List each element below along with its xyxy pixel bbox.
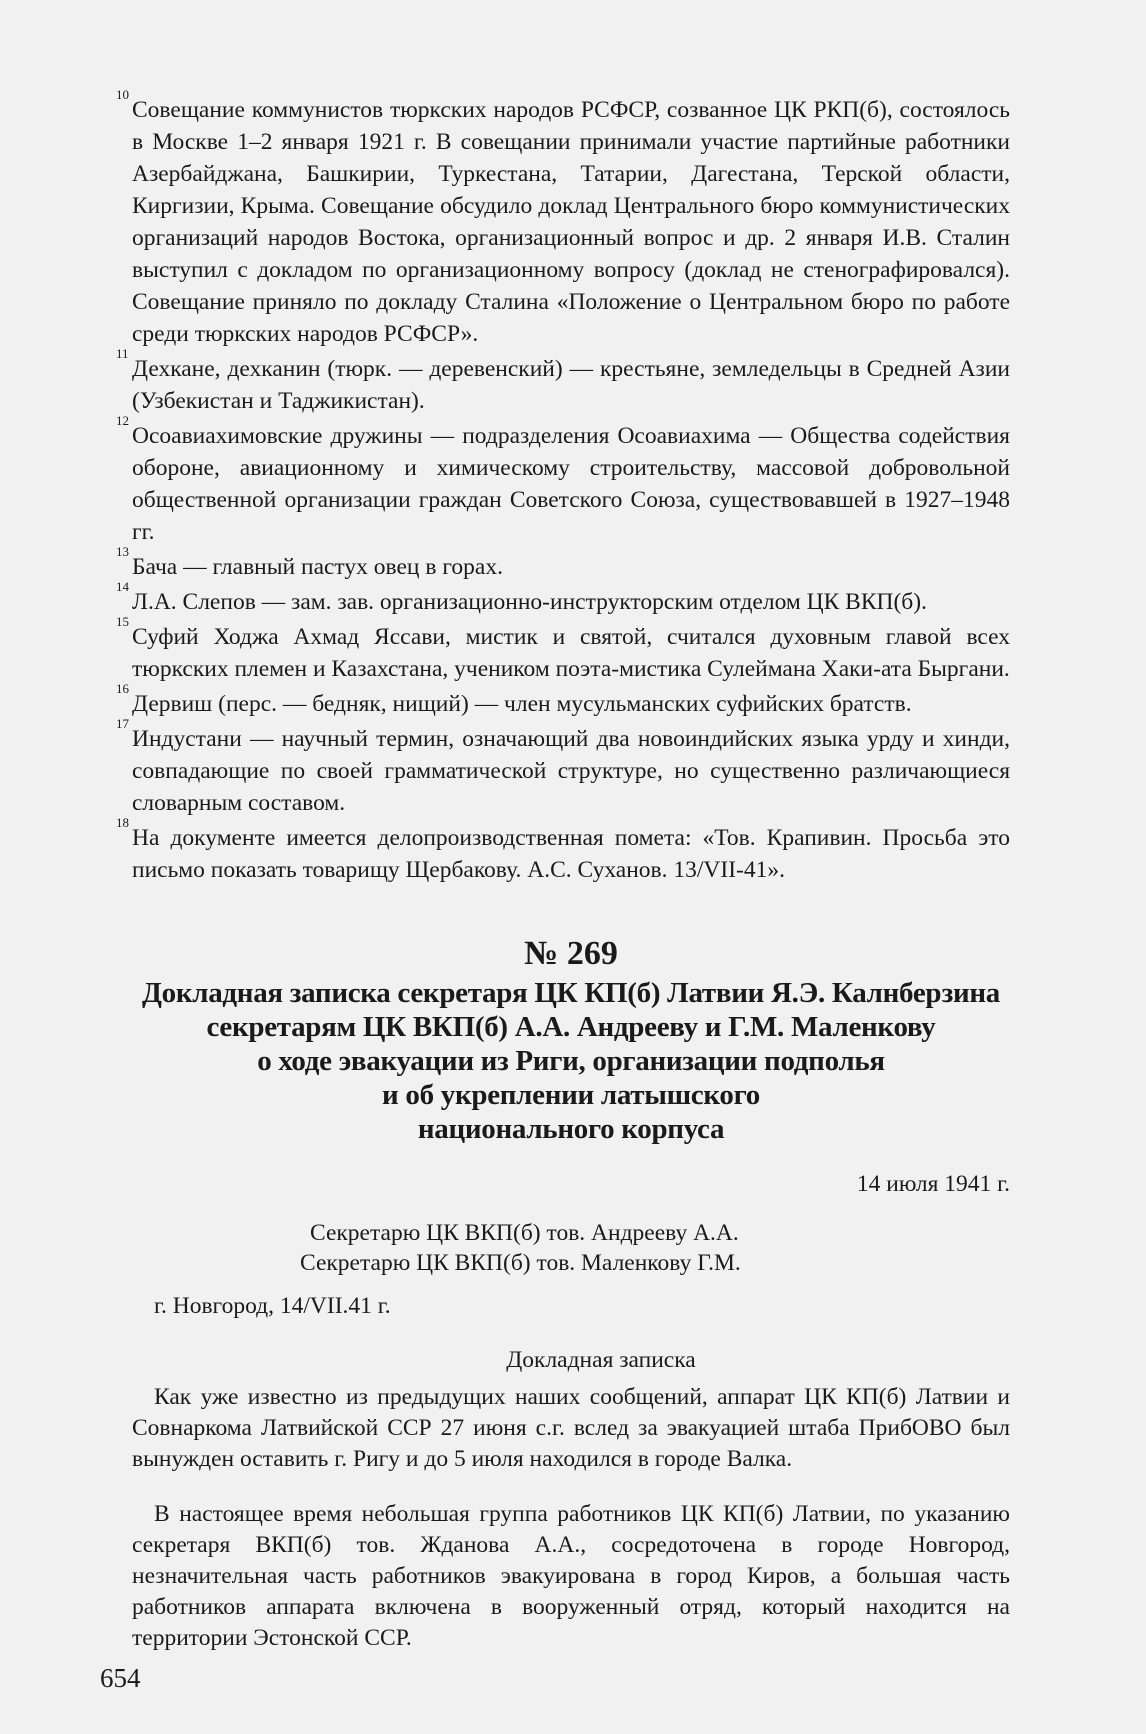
footnote-number: 16 (116, 681, 129, 696)
footnote-text: Осоавиахимовские дружины — подразделения Осоавиахима — Общества содействия обороне, авиационному и химическому строительству, массовой добровольной общественной организации граждан Советского Союза, существовавшей в 1927–1948 гг. (132, 423, 1010, 545)
footnote-text: Суфий Ходжа Ахмад Яссави, мистик и святой, считался духовным главой всех тюркских племен и Казахстана, учеником поэта-мистика Сулеймана Хаки-ата Быргани. (132, 624, 1010, 682)
footnote (116, 716, 1010, 819)
addressee: Секретарю ЦК ВКП(б) тов. Маленкову Г.М. (300, 1250, 741, 1276)
document-title-line: Докладная записка секретаря ЦК КП(б) Латвии Я.Э. Калнберзина (141, 977, 1000, 1009)
footnote (116, 579, 1010, 618)
document-title (132, 976, 1010, 1146)
document-title-line: и об укреплении латышского (382, 1079, 760, 1111)
document-date: 14 июля 1941 г. (856, 1171, 1010, 1197)
document-number: № 269 (524, 935, 618, 972)
place-date: г. Новгород, 14/VII.41 г. (154, 1293, 391, 1319)
footnote-number: 18 (116, 815, 129, 830)
footnote-text: Дервиш (перс. — бедняк, нищий) — член мусульманских суфийских братств. (132, 691, 912, 717)
body-paragraph: Как уже известно из предыдущих наших сообщений, аппарат ЦК КП(б) Латвии и Совнаркома Латвийской ССР 27 июня с.г. вслед за эвакуацией штаба ПрибОВО был вынужден оставить г. Ригу и до 5 июля находился в городе Валка. (132, 1384, 1010, 1472)
document-title-line: о ходе эвакуации из Риги, организации подполья (257, 1045, 885, 1077)
footnote-text: Л.А. Слепов — зам. зав. организационно-инструкторским отделом ЦК ВКП(б). (132, 589, 927, 615)
addressee: Секретарю ЦК ВКП(б) тов. Андрееву А.А. (310, 1220, 739, 1246)
footnote-text: На документе имеется делопроизводственная помета: «Тов. Крапивин. Просьба это письмо показать товарищу Щербакову. А.С. Суханов. 13/VII-41». (132, 825, 1010, 883)
footnote-number: 10 (116, 87, 129, 102)
footnote (116, 413, 1010, 548)
footnote (116, 544, 1010, 583)
footnote-number: 13 (116, 544, 129, 559)
addressees (132, 1218, 1010, 1278)
footnote (116, 87, 1010, 350)
footnote (116, 614, 1010, 685)
footnote-number: 11 (116, 346, 129, 361)
footnote-number: 14 (116, 579, 129, 594)
document-title-line: национального корпуса (417, 1113, 725, 1145)
page-content (116, 87, 1010, 1677)
footnote-text: Дехкане, дехканин (тюрк. — деревенский) — крестьяне, земледельцы в Средней Азии (Узбекистан и Таджикистан). (132, 356, 1010, 414)
footnote-text: Индустани — научный термин, означающий два новоиндийских языка урду и хинди, совпадающие по своей грамматической структуре, но существенно различающиеся словарным составом. (132, 726, 1010, 816)
footnote (116, 815, 1010, 886)
body-paragraph: В настоящее время небольшая группа работников ЦК КП(б) Латвии, по указанию секретаря ВКП(б) тов. Жданова А.А., сосредоточена в городе Новгород, незначительная часть работников эвакуирована в город Киров, а большая часть работников аппарата включена в вооруженный отряд, который находится на территории Эстонской ССР. (132, 1500, 1010, 1651)
footnote (116, 681, 1010, 720)
footnote-number: 12 (116, 413, 129, 428)
footnotes (116, 87, 1010, 886)
footnote-number: 15 (116, 614, 129, 629)
footnote-text: Совещание коммунистов тюркских народов РСФСР, созванное ЦК РКП(б), состоялось в Москве 1–2 января 1921 г. В совещании принимали участие партийные работники Азербайджана, Башкирии, Туркестана, Татарии, Дагестана, Терской области, Киргизии, Крыма. Совещание обсудило доклад Центрального бюро коммунистических организаций народов Востока, организационный вопрос и др. 2 января И.В. Сталин выступил с докладом по организационному вопросу (доклад не стенографировался). Совещание приняло по докладу Сталина «Положение о Центральном бюро по работе среди тюркских народов РСФСР». (132, 97, 1010, 347)
document-type: Докладная записка (506, 1347, 696, 1373)
footnote (116, 346, 1010, 417)
footnote-text: Бача — главный пастух овец в горах. (132, 554, 503, 580)
footnote-number: 17 (116, 716, 129, 731)
document-title-line: секретарям ЦК ВКП(б) А.А. Андрееву и Г.М. Маленкову (206, 1011, 936, 1043)
page-number: 654 (100, 1663, 141, 1693)
